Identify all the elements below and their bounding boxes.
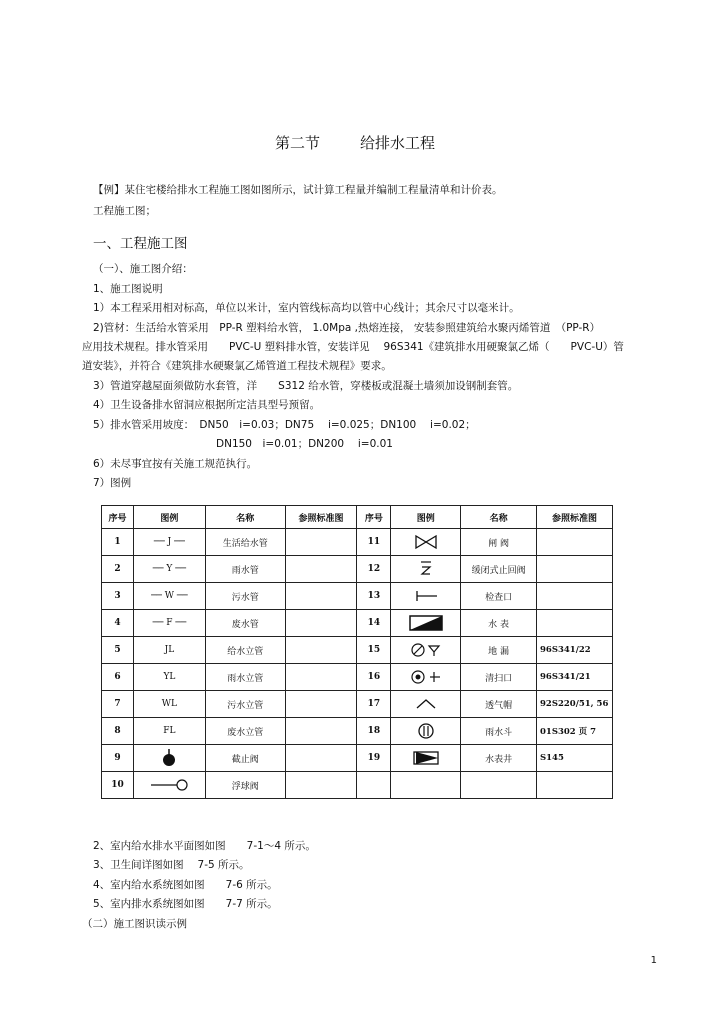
ref-standard	[285, 664, 357, 691]
symbol-text: ── J ──	[133, 529, 205, 556]
stop-valve-icon	[133, 745, 205, 772]
row-number: 7	[102, 691, 134, 718]
table-row	[102, 529, 613, 556]
ref-standard: 01S302 页 7	[537, 718, 613, 745]
ref-standard	[537, 529, 613, 556]
item-notes-title: 1、施工图说明	[93, 283, 163, 295]
item-name: 缓闭式止回阀	[461, 556, 537, 583]
ref-standard: 96S341/21	[537, 664, 613, 691]
note-line: 7）图例	[93, 477, 132, 489]
vent-cap-icon	[391, 691, 461, 718]
row-number: 19	[357, 745, 391, 772]
note-line: 1）本工程采用相对标高，单位以米计，室内管线标高均以管中心线计；其余尺寸以毫米计。	[93, 302, 520, 314]
intro-drawing: 工程施工图；	[93, 205, 156, 217]
row-number: 9	[102, 745, 134, 772]
header-cell: 图例	[391, 506, 461, 529]
row-number: 5	[102, 637, 134, 664]
ref-standard	[537, 583, 613, 610]
symbol-text: JL	[133, 637, 205, 664]
cleanout-icon	[391, 583, 461, 610]
item-name: 检查口	[461, 583, 537, 610]
ref-standard: 92S220/51, 56	[537, 691, 613, 718]
item-name: 雨水立管	[205, 664, 285, 691]
legend-table	[101, 505, 613, 799]
ref-standard	[537, 556, 613, 583]
check-valve-icon	[391, 556, 461, 583]
table-row	[102, 772, 613, 799]
row-number: 1	[102, 529, 134, 556]
item-name: 生活给水管	[205, 529, 285, 556]
header-cell: 图例	[133, 506, 205, 529]
empty-cell	[391, 772, 461, 799]
row-number: 10	[102, 772, 134, 799]
row-number	[357, 772, 391, 799]
symbol-text: WL	[133, 691, 205, 718]
note-line: 6）未尽事宜按有关施工规范执行。	[93, 458, 258, 470]
item-name: 地 漏	[461, 637, 537, 664]
water-meter-icon	[391, 610, 461, 637]
ref-standard	[285, 772, 357, 799]
note-line: 5）排水管采用坡度： DN50 i=0.03；DN75 i=0.025；DN100 i=0.02；	[93, 419, 476, 431]
table-row	[102, 583, 613, 610]
row-number: 4	[102, 610, 134, 637]
drawing-reference: 2、室内给水排水平面图如图 7-1～4 所示。	[93, 840, 316, 852]
row-number: 2	[102, 556, 134, 583]
item-name: 雨水斗	[461, 718, 537, 745]
clean-out-plug-icon	[391, 664, 461, 691]
note-line: 2)管材：生活给水管采用 PP-R 塑料给水管， 1.0Mpa ,热熔连接， 安装参照建筑给水聚丙烯管道 （PP-R）	[93, 322, 601, 334]
item-name: 污水立管	[205, 691, 285, 718]
ref-standard	[285, 556, 357, 583]
note-line: 3）管道穿越屋面须做防水套管，洋 S312 给水管，穿楼板或混凝土墙须加设钢制套管。	[93, 380, 519, 392]
item-name: 浮球阀	[205, 772, 285, 799]
symbol-text: ── W ──	[133, 583, 205, 610]
note-line: 应用技术规程。排水管采用 PVC-U 塑料排水管，安装详见 96S341《建筑排水用硬聚氯乙烯（ PVC-U）管	[82, 341, 624, 353]
item-name: 清扫口	[461, 664, 537, 691]
page-number: 1	[650, 955, 657, 966]
row-number: 3	[102, 583, 134, 610]
header-cell: 序号	[357, 506, 391, 529]
header-cell: 名称	[205, 506, 285, 529]
section-name: 给排水工程	[360, 134, 436, 152]
table-row	[102, 556, 613, 583]
legend-header-row	[102, 506, 613, 529]
row-number: 14	[357, 610, 391, 637]
table-row	[102, 745, 613, 772]
ref-standard	[285, 529, 357, 556]
floor-drain-icon	[391, 637, 461, 664]
row-number: 8	[102, 718, 134, 745]
note-line: 道安装》，并符合《建筑排水硬聚氯乙烯管道工程技术规程》要求。	[82, 360, 392, 372]
symbol-text: ── F ──	[133, 610, 205, 637]
symbol-text: FL	[133, 718, 205, 745]
table-row	[102, 691, 613, 718]
item-name: 水表井	[461, 745, 537, 772]
page-title	[275, 132, 435, 153]
subheading-example: （二）施工图识读示例	[82, 918, 187, 930]
ref-standard	[285, 583, 357, 610]
row-number: 16	[357, 664, 391, 691]
drawing-reference: 4、室内给水系统图如图 7-6 所示。	[93, 879, 278, 891]
float-valve-icon	[133, 772, 205, 799]
row-number: 15	[357, 637, 391, 664]
ref-standard	[537, 772, 613, 799]
item-name: 污水管	[205, 583, 285, 610]
table-row	[102, 718, 613, 745]
intro-example: 【例】某住宅楼给排水工程施工图如图所示，试计算工程量并编制工程量清单和计价表。	[93, 184, 503, 196]
symbol-text: YL	[133, 664, 205, 691]
ref-standard	[285, 718, 357, 745]
item-name: 水 表	[461, 610, 537, 637]
row-number: 17	[357, 691, 391, 718]
header-cell: 序号	[102, 506, 134, 529]
item-name	[461, 772, 537, 799]
item-name: 给水立管	[205, 637, 285, 664]
ref-standard	[285, 691, 357, 718]
note-line: DN150 i=0.01；DN200 i=0.01	[216, 438, 393, 450]
gate-valve-icon	[391, 529, 461, 556]
row-number: 12	[357, 556, 391, 583]
section-label: 第二节	[275, 134, 321, 152]
row-number: 6	[102, 664, 134, 691]
row-number: 13	[357, 583, 391, 610]
ref-standard	[537, 610, 613, 637]
row-number: 18	[357, 718, 391, 745]
subheading-intro: （一）、施工图介绍：	[93, 263, 193, 275]
item-name: 废水管	[205, 610, 285, 637]
item-name: 雨水管	[205, 556, 285, 583]
drawing-reference: 3、卫生间详图如图 7-5 所示。	[93, 859, 250, 871]
item-name: 截止阀	[205, 745, 285, 772]
table-row	[102, 637, 613, 664]
row-number: 11	[357, 529, 391, 556]
ref-standard: S145	[537, 745, 613, 772]
header-cell: 名称	[461, 506, 537, 529]
heading-drawings: 一、工程施工图	[93, 236, 188, 252]
header-cell: 参照标准图	[285, 506, 357, 529]
rain-hopper-icon	[391, 718, 461, 745]
item-name: 透气帽	[461, 691, 537, 718]
table-row	[102, 610, 613, 637]
item-name: 废水立管	[205, 718, 285, 745]
header-cell: 参照标准图	[537, 506, 613, 529]
ref-standard	[285, 610, 357, 637]
symbol-text: ── Y ──	[133, 556, 205, 583]
ref-standard: 96S341/22	[537, 637, 613, 664]
table-row	[102, 664, 613, 691]
meter-well-icon	[391, 745, 461, 772]
ref-standard	[285, 745, 357, 772]
drawing-reference: 5、室内排水系统图如图 7-7 所示。	[93, 898, 278, 910]
note-line: 4）卫生设备排水留洞应根据所定洁具型号预留。	[93, 399, 321, 411]
item-name: 闸 阀	[461, 529, 537, 556]
ref-standard	[285, 637, 357, 664]
